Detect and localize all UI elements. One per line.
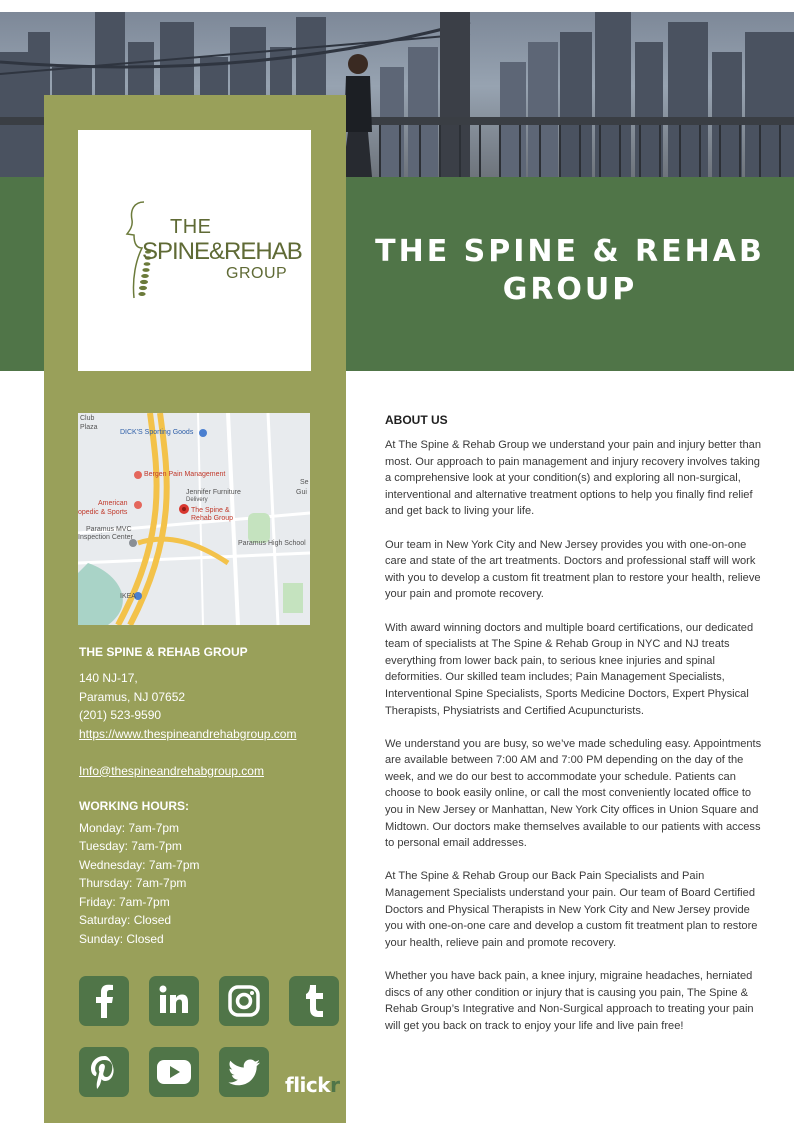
- map-label: Rehab Group: [191, 515, 234, 522]
- map-label: American: [98, 500, 128, 507]
- contact-heading: THE SPINE & REHAB GROUP: [79, 645, 248, 659]
- logo: [78, 130, 311, 371]
- facebook-icon[interactable]: [79, 976, 129, 1026]
- hours-line: Friday: 7am-7pm: [79, 894, 170, 909]
- about-paragraph: We understand you are busy, so we’ve made scheduling easy. Appointments are available between 7:00 AM and 7:00 PM depending on the day of the week, and we do our best to accommodate your schedule. Patients can choose to book easily online, or call the most conveniently located office to you in New Jersey or Manhattan, New York City offices in Union Square and Midtown. Our doctors make themselves available to our patients with access to personal email addresses.: [385, 737, 762, 850]
- map-label: Bergen Pain Management: [144, 471, 226, 478]
- map-label: Plaza: [80, 424, 98, 431]
- flickr-icon[interactable]: [285, 1073, 339, 1097]
- about-paragraph: Our team in New York City and New Jersey provides you with one-on-one care and state of the art treatments. Doctors and professional staff will work with you to develop a custom fit treatment plan to restore your health, relieve your pain and promote recovery.: [385, 538, 761, 601]
- map-label: The Spine &: [191, 507, 230, 514]
- logo-line3: GROUP: [226, 265, 288, 282]
- contact-block: [79, 645, 344, 948]
- email-link[interactable]: Info@thespineandrehabgroup.com: [79, 763, 264, 778]
- hours-line: Sunday: Closed: [79, 931, 164, 946]
- map-label: Se: [300, 479, 309, 486]
- logo-line2: SPINE&REHAB: [142, 238, 302, 265]
- flickr-wordmark-r: r: [330, 1073, 340, 1097]
- map-label: Paramus High School: [238, 540, 306, 547]
- map-label: Paramus MVC: [86, 526, 132, 533]
- page-title: THE SPINE & REHAB GROUP: [375, 234, 765, 307]
- map-label: IKEA: [120, 593, 136, 600]
- map-label: opedic & Sports: [78, 509, 128, 516]
- about-paragraph: At The Spine & Rehab Group we understand your pain and injury better than most. Our approach to pain management and injury recovery involves taking a comprehensive look at your condition(s) and exploring all non-surgical, interventional and alternative treatment options to help you finally find relief and get back to living your life.: [385, 439, 761, 518]
- address-line: 140 NJ-17,: [79, 671, 138, 685]
- map-label: Jennifer Furniture: [186, 489, 241, 496]
- youtube-icon[interactable]: [149, 1047, 199, 1097]
- about-paragraph: With award winning doctors and multiple board certifications, our dedicated team of specialists at The Spine & Rehab Group in NYC and NJ treats everything from lower back pain, to serious knee injuries and spinal deformities. Our skilled team includes; Pain Management Specialists, Interventional Spine Specialists, Sports Medicine Doctors, Expert Physical Therapists, Physiatrists and Certified Acupuncturists.: [385, 621, 754, 717]
- twitter-icon[interactable]: [219, 1047, 269, 1097]
- hours-heading: WORKING HOURS:: [79, 798, 189, 813]
- pinterest-icon[interactable]: [79, 1047, 129, 1097]
- spacer: [79, 780, 344, 799]
- map-label: Gui: [296, 489, 307, 496]
- map-label: DICK'S Sporting Goods: [120, 429, 194, 436]
- map-label: Club: [80, 415, 95, 422]
- map-label: Delivery: [186, 497, 208, 503]
- linkedin-icon[interactable]: [149, 976, 199, 1026]
- map-label: Inspection Center: [78, 534, 133, 541]
- hours-line: Wednesday: 7am-7pm: [79, 857, 200, 872]
- instagram-icon[interactable]: [219, 976, 269, 1026]
- about-section: [385, 413, 765, 1051]
- hours-line: Saturday: Closed: [79, 913, 172, 927]
- hours-line: Thursday: 7am-7pm: [79, 876, 187, 890]
- tumblr-icon[interactable]: [289, 976, 339, 1026]
- phone-number[interactable]: (201) 523-9590: [79, 708, 162, 722]
- hours-line: Tuesday: 7am-7pm: [79, 839, 182, 853]
- hours-line: Monday: 7am-7pm: [79, 820, 180, 835]
- address-line: Paramus, NJ 07652: [79, 689, 186, 704]
- website-link[interactable]: https://www.thespineandrehabgroup.com: [79, 726, 297, 741]
- logo-line1: THE: [170, 216, 212, 238]
- flickr-wordmark: flick: [285, 1073, 331, 1097]
- about-heading: ABOUT US: [385, 413, 448, 427]
- spacer: [79, 743, 344, 762]
- about-paragraph: Whether you have back pain, a knee injury, migraine headaches, herniated discs of any other condition or injury that is causing you pain, The Spine & Rehab Group’s Integrative and Non-Surgical approach to treating your pain will get you back on track to enjoy your life and live pain free!: [385, 970, 754, 1032]
- location-map[interactable]: [78, 413, 310, 625]
- about-paragraph: At The Spine & Rehab Group our Back Pain Specialists and Pain Management Specialists understand your pain. Our team of Board Certified Doctors and Physical Therapists in New York City and New Jersey provide you with one-on-one care and develop a custom fit treatment plan to restore your health, relieve pain and promote recovery.: [385, 870, 758, 949]
